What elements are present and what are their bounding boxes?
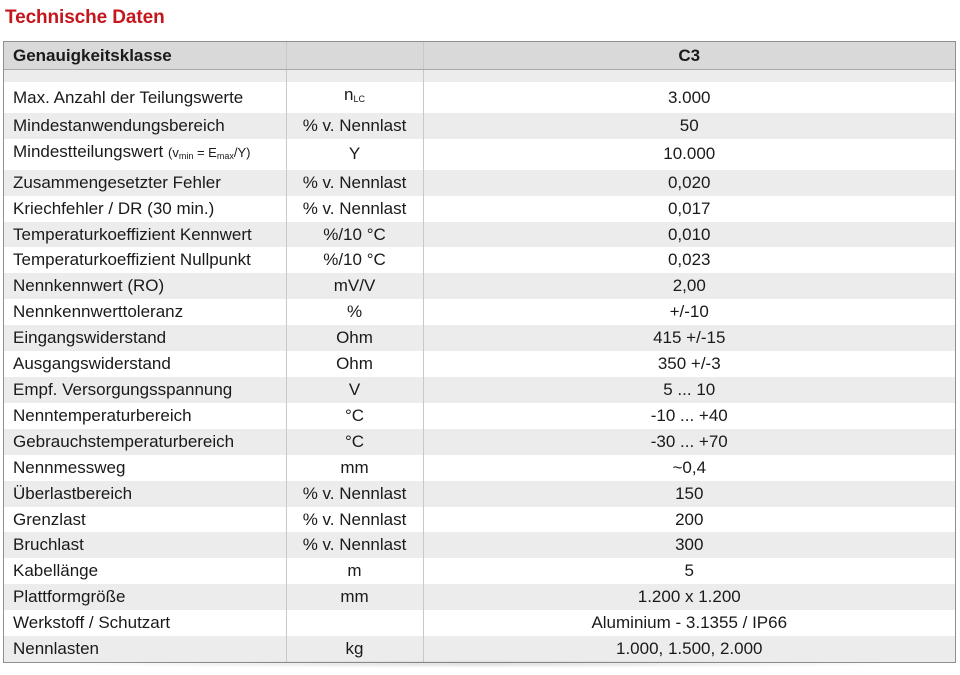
row-value: 0,010 [423, 222, 955, 248]
row-unit: mV/V [286, 273, 423, 299]
row-unit: %/10 °C [286, 247, 423, 273]
row-unit: kg [286, 636, 423, 662]
table-row [4, 558, 955, 584]
row-value: 0,023 [423, 247, 955, 273]
row-value: 350 +/-3 [423, 351, 955, 377]
row-label: Überlastbereich [4, 481, 286, 507]
row-label: Werkstoff / Schutzart [4, 610, 286, 636]
row-label: Grenzlast [4, 507, 286, 533]
table-row [4, 403, 955, 429]
row-label: Mindestanwendungsbereich [4, 113, 286, 139]
row-unit: % [286, 299, 423, 325]
row-label: Nennmessweg [4, 455, 286, 481]
table-row [4, 429, 955, 455]
row-unit: % v. Nennlast [286, 196, 423, 222]
row-value: +/-10 [423, 299, 955, 325]
table-row [4, 584, 955, 610]
row-value: Aluminium - 3.1355 / IP66 [423, 610, 955, 636]
table-row [4, 170, 955, 196]
row-value: ~0,4 [423, 455, 955, 481]
spec-table [3, 41, 956, 663]
row-value: 0,017 [423, 196, 955, 222]
table-row [4, 610, 955, 636]
row-value: 3.000 [423, 82, 955, 113]
row-unit [286, 610, 423, 636]
row-unit: % v. Nennlast [286, 481, 423, 507]
row-label: Temperaturkoeffizient Nullpunkt [4, 247, 286, 273]
row-unit: % v. Nennlast [286, 532, 423, 558]
row-value: 200 [423, 507, 955, 533]
row-value: 10.000 [423, 139, 955, 170]
table-row [4, 299, 955, 325]
header-unit [286, 42, 423, 70]
table-row [4, 455, 955, 481]
row-value: 150 [423, 481, 955, 507]
row-unit: % v. Nennlast [286, 113, 423, 139]
row-unit: Y [286, 139, 423, 170]
header-class-value: C3 [423, 42, 955, 70]
table-row [4, 139, 955, 170]
row-label: Gebrauchstemperaturbereich [4, 429, 286, 455]
row-value: 1.000, 1.500, 2.000 [423, 636, 955, 662]
row-value: 300 [423, 532, 955, 558]
table-row [4, 113, 955, 139]
table-shadow [40, 660, 920, 668]
table-row [4, 481, 955, 507]
row-unit: V [286, 377, 423, 403]
row-unit: m [286, 558, 423, 584]
row-value: 5 [423, 558, 955, 584]
table-row [4, 507, 955, 533]
table-row [4, 325, 955, 351]
row-unit: $n_{LC}$ [286, 82, 423, 113]
table-row [4, 196, 955, 222]
row-label: Nenntemperaturbereich [4, 403, 286, 429]
row-unit: % v. Nennlast [286, 507, 423, 533]
table-row [4, 247, 955, 273]
table-row [4, 636, 955, 662]
row-value: 415 +/-15 [423, 325, 955, 351]
table-row [4, 377, 955, 403]
row-label: Temperaturkoeffizient Kennwert [4, 222, 286, 248]
row-label: Mindestteilungswert $(v_{min} = E_{max}/Y)$ [4, 139, 286, 170]
row-value: 5 ... 10 [423, 377, 955, 403]
row-unit: %/10 °C [286, 222, 423, 248]
row-label: Max. Anzahl der Teilungswerte [4, 82, 286, 113]
row-unit: °C [286, 429, 423, 455]
row-value: 2,00 [423, 273, 955, 299]
table-row [4, 82, 955, 113]
table-row [4, 351, 955, 377]
row-value: -10 ... +40 [423, 403, 955, 429]
row-label: Kabellänge [4, 558, 286, 584]
row-label: Nennkennwerttoleranz [4, 299, 286, 325]
row-value: 50 [423, 113, 955, 139]
row-value: -30 ... +70 [423, 429, 955, 455]
page-title: Technische Daten [5, 7, 165, 28]
table-row [4, 532, 955, 558]
row-label: Zusammengesetzter Fehler [4, 170, 286, 196]
row-label: Kriechfehler / DR (30 min.) [4, 196, 286, 222]
row-label: Nennkennwert (RO) [4, 273, 286, 299]
header-accuracy-class: Genauigkeitsklasse [4, 42, 286, 70]
row-label: Plattformgröße [4, 584, 286, 610]
row-label: Empf. Versorgungsspannung [4, 377, 286, 403]
spacer-row [4, 70, 955, 83]
row-label: Eingangswiderstand [4, 325, 286, 351]
row-unit: Ohm [286, 351, 423, 377]
row-unit: Ohm [286, 325, 423, 351]
row-value: 0,020 [423, 170, 955, 196]
row-label: Nennlasten [4, 636, 286, 662]
table-row [4, 273, 955, 299]
row-unit: °C [286, 403, 423, 429]
row-unit: mm [286, 455, 423, 481]
table-header-row [4, 42, 955, 70]
row-unit: % v. Nennlast [286, 170, 423, 196]
table-row [4, 222, 955, 248]
row-unit: mm [286, 584, 423, 610]
row-label: Ausgangswiderstand [4, 351, 286, 377]
row-value: 1.200 x 1.200 [423, 584, 955, 610]
row-label: Bruchlast [4, 532, 286, 558]
